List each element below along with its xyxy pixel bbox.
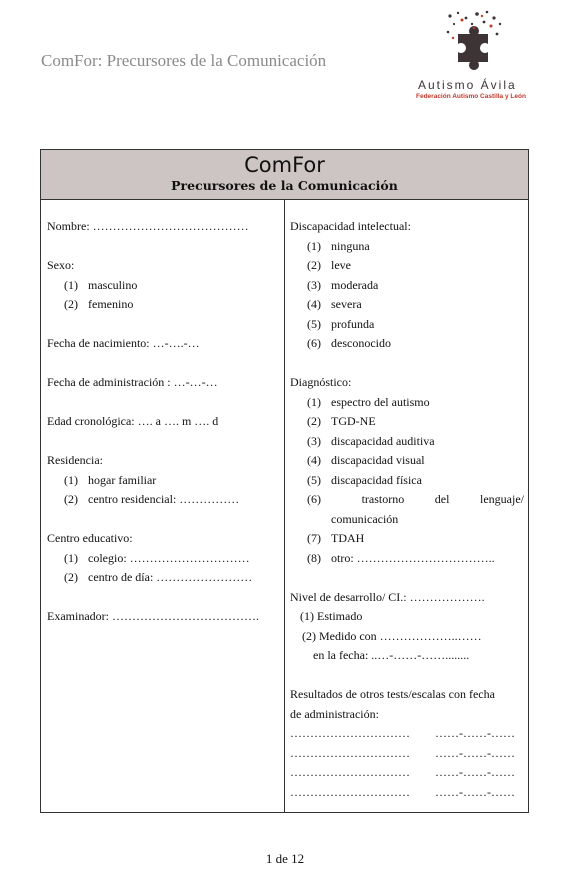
estimado-option[interactable]: (1) Estimado xyxy=(300,609,363,623)
result-row[interactable]: ………………………… ……-……-…… xyxy=(290,745,515,760)
result-row[interactable]: ………………………… ……-……-…… xyxy=(290,784,515,799)
sexo-option[interactable]: (1) masculino xyxy=(64,277,138,292)
page-number: 1 de 12 xyxy=(265,851,305,866)
form-subtitle: Precursores de la Comunicación xyxy=(171,178,398,193)
diagnostico-option[interactable]: (5) discapacidad física xyxy=(307,472,422,487)
fecha-administracion-field[interactable]: Fecha de administración : …-…-… xyxy=(47,375,218,389)
nivel-desarrollo-field[interactable]: Nivel de desarrollo/ CI.: ………………. xyxy=(290,589,485,604)
column-divider xyxy=(284,200,285,812)
discapacidad-option[interactable]: (4) severa xyxy=(307,297,362,311)
result-row[interactable]: ………………………… ……-……-…… xyxy=(290,765,515,779)
sexo-label: Sexo: xyxy=(47,258,75,272)
discapacidad-option[interactable]: (2) leve xyxy=(307,258,351,272)
residencia-label: Residencia: xyxy=(47,453,103,467)
medido-option[interactable]: (2) Medido con ………………..…… xyxy=(302,628,482,643)
diagnostico-option[interactable]: (7) TDAH xyxy=(307,531,365,545)
fecha-medido-field[interactable]: en la fecha: ..…-……-……........ xyxy=(313,648,470,662)
discapacidad-label: Discapacidad intelectual: xyxy=(290,219,411,233)
diagnostico-option[interactable]: (3) discapacidad auditiva xyxy=(307,433,435,448)
diagnostico-option[interactable]: (1) espectro del autismo xyxy=(307,394,430,409)
centro-option[interactable]: (1) colegio: ………………………… xyxy=(64,550,250,565)
autismo-avila-logo xyxy=(412,10,532,100)
fecha-nacimiento-field[interactable]: Fecha de nacimiento: …-….-… xyxy=(47,336,200,350)
diagnostico-option-continuation: comunicación xyxy=(331,511,399,526)
centro-option[interactable]: (2) centro de día: …………………… xyxy=(64,570,253,584)
sexo-option[interactable]: (2) femenino xyxy=(64,297,134,311)
right-column xyxy=(290,200,524,802)
resultados-label: Resultados de otros tests/escalas con fecha xyxy=(290,687,495,701)
nombre-field[interactable]: Nombre: ………………………………… xyxy=(47,219,249,233)
diagnostico-option[interactable]: (4) discapacidad visual xyxy=(307,453,425,467)
discapacidad-option[interactable]: (6) desconocido xyxy=(307,336,391,350)
residencia-option[interactable]: (2) centro residencial: …………… xyxy=(64,492,240,506)
document-header-title: ComFor: Precursores de la Comunicación xyxy=(41,51,327,70)
centro-educativo-label: Centro educativo: xyxy=(47,531,133,545)
edad-cronologica-field[interactable]: Edad cronológica: …. a …. m …. d xyxy=(47,414,219,428)
puzzle-logo-icon xyxy=(444,10,504,72)
discapacidad-option[interactable]: (5) profunda xyxy=(307,316,375,331)
diagnostico-option-trastorno[interactable]: (6) trastorno del lenguaje/ xyxy=(307,492,524,506)
form-title: ComFor xyxy=(244,153,325,177)
logo-subtitle: Federación Autismo Castilla y León xyxy=(416,93,526,100)
diagnostico-option[interactable]: (2) TGD-NE xyxy=(307,414,376,428)
result-row[interactable]: ………………………… ……-……-…… xyxy=(290,726,515,740)
logo-name: Autismo Ávila xyxy=(418,78,517,92)
resultados-label-cont: de administración: xyxy=(290,706,379,721)
left-column xyxy=(47,200,281,627)
diagnostico-option[interactable]: (8) otro: …………………………….. xyxy=(307,550,495,565)
residencia-option[interactable]: (1) hogar familiar xyxy=(64,472,157,487)
diagnostico-label: Diagnóstico: xyxy=(290,375,352,389)
comfor-form xyxy=(40,149,529,813)
discapacidad-option[interactable]: (1) ninguna xyxy=(307,238,370,253)
form-header xyxy=(41,150,528,200)
examinador-field[interactable]: Examinador: ………………………………. xyxy=(47,609,259,623)
discapacidad-option[interactable]: (3) moderada xyxy=(307,277,379,292)
